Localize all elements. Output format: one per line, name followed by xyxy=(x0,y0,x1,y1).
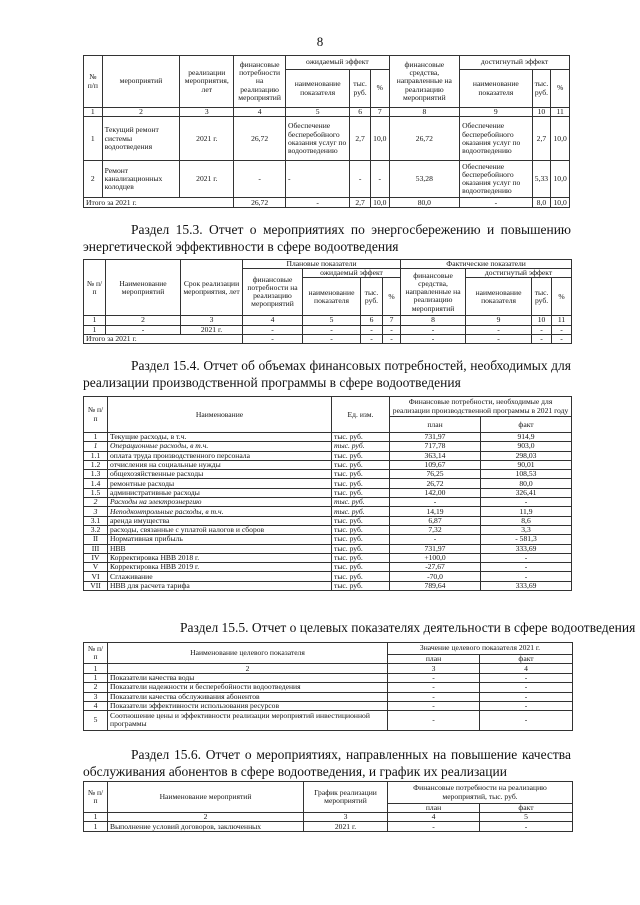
cell-number: 3 xyxy=(84,507,108,516)
section-15-6-heading-line2: обслуживания абонентов в сфере водоотведения, и график их реализации xyxy=(83,764,507,779)
num-cell: 2 xyxy=(106,316,181,325)
cell-name: Соотношение цены и эффективности реализации мероприятий инвестиционной программы xyxy=(108,710,388,730)
table-financial-needs xyxy=(83,396,572,591)
col-exp-name: наименование показателя xyxy=(303,278,361,316)
cell-ach-name: Обеспечение бесперебойного оказания услуг по водоотведению xyxy=(460,117,533,161)
num-cell: 9 xyxy=(466,316,532,325)
cell-unit: тыс. руб. xyxy=(332,433,390,442)
cell-number: 3 xyxy=(84,692,108,701)
cell-plan: 142,00 xyxy=(390,488,481,497)
cell-name: Нормативная прибыль xyxy=(108,535,332,544)
cell-plan: 717,78 xyxy=(390,442,481,451)
cell-plan: 731,97 xyxy=(390,544,481,553)
cell: - xyxy=(466,334,532,343)
cell-ths: - xyxy=(350,161,371,198)
col-term: Срок реализации мероприятия, лет xyxy=(181,260,243,316)
col-plan: план xyxy=(388,655,480,664)
table-number-row xyxy=(84,664,573,674)
total-ths: 2,7 xyxy=(350,198,371,208)
cell-name: отчисления на социальные нужды xyxy=(108,460,332,469)
cell-plan: - xyxy=(388,822,480,832)
table-row xyxy=(84,325,572,334)
cell-funds: 53,28 xyxy=(389,161,459,198)
cell-unit: тыс. руб. xyxy=(332,544,390,553)
cell: - xyxy=(303,334,361,343)
col-ach-name: наименование показателя xyxy=(466,278,532,316)
col-exp-name: наименование показателя xyxy=(286,70,350,108)
cell-fact: - xyxy=(480,683,573,692)
cell-fact: - xyxy=(480,692,573,701)
table-row xyxy=(84,553,572,562)
col-plan-group: Плановые показатели xyxy=(243,260,401,269)
col-name: Наименование мероприятий xyxy=(108,782,304,813)
table-measures-water-disposal xyxy=(83,55,570,208)
cell-unit: тыс. руб. xyxy=(332,451,390,460)
col-ach-ths: тыс. руб. xyxy=(532,278,552,316)
table-row xyxy=(84,442,572,451)
cell-fact: 298,03 xyxy=(481,451,572,460)
col-achieved-effect: достигнутый эффект xyxy=(460,56,570,70)
section-15-6-heading-line1: Раздел 15.6. Отчет о мероприятиях, направленных на повышение качества xyxy=(131,747,571,762)
col-ach-ths: тыс. руб. xyxy=(532,70,551,108)
col-fact: факт xyxy=(480,804,573,813)
num-cell: 6 xyxy=(361,316,383,325)
col-name: Наименование xyxy=(108,397,332,433)
cell-plan: 26,72 xyxy=(390,479,481,488)
cell-unit: тыс. руб. xyxy=(332,553,390,562)
col-ach-pct: % xyxy=(551,70,570,108)
cell-fact: 108,53 xyxy=(481,470,572,479)
col-exp-pct: % xyxy=(383,278,401,316)
cell-fact: 3,3 xyxy=(481,525,572,534)
num-cell: 3 xyxy=(304,813,388,822)
table-number-row xyxy=(84,316,572,325)
cell-number: II xyxy=(84,535,108,544)
table-energy-saving xyxy=(83,259,572,344)
cell-fact: 90,01 xyxy=(481,460,572,469)
cell-fact: - xyxy=(480,674,573,683)
table-total-row xyxy=(84,334,572,343)
cell-plan: 731,97 xyxy=(390,433,481,442)
cell-fact: 11,9 xyxy=(481,507,572,516)
cell-number: 1.5 xyxy=(84,488,108,497)
cell-number: 1.3 xyxy=(84,470,108,479)
num-cell: 3 xyxy=(180,108,234,117)
num-cell: 11 xyxy=(552,316,572,325)
col-achieved-effect: достигнутый эффект xyxy=(466,269,572,278)
col-exp-ths: тыс. руб. xyxy=(350,70,371,108)
cell-ach-pct: 10,0 xyxy=(551,161,570,198)
cell-name: Показатели качества обслуживания абонентов xyxy=(108,692,388,701)
table-row xyxy=(84,498,572,507)
col-fact: факт xyxy=(480,655,573,664)
col-number: № п/ п xyxy=(84,260,106,316)
cell-plan: +100,0 xyxy=(390,553,481,562)
cell: - xyxy=(361,325,383,334)
table-service-quality-measures xyxy=(83,781,573,832)
num-cell: 6 xyxy=(350,108,371,117)
table-row xyxy=(84,581,572,590)
cell-number: IV xyxy=(84,553,108,562)
cell-fact: 8,6 xyxy=(481,516,572,525)
cell-name: Текущий ремонт системы водоотведения xyxy=(102,117,180,161)
cell-name: Операционные расходы, в т.ч. xyxy=(108,442,332,451)
cell-plan: 14,19 xyxy=(390,507,481,516)
table-body xyxy=(84,433,572,591)
cell-number: VII xyxy=(84,581,108,590)
cell: - xyxy=(106,325,181,334)
cell: - xyxy=(383,334,401,343)
cell: - xyxy=(243,334,303,343)
cell-fact: - xyxy=(480,822,573,832)
num-cell: 4 xyxy=(388,813,480,822)
section-15-4-heading-line2: реализации производственной программы в сфере водоотведения xyxy=(83,375,461,390)
cell-plan: -27,67 xyxy=(390,563,481,572)
table-row xyxy=(84,701,573,710)
cell-plan: 789,64 xyxy=(390,581,481,590)
table-row xyxy=(84,525,572,534)
total-label: Итого за 2021 г. xyxy=(84,198,234,208)
col-ach-pct: % xyxy=(552,278,572,316)
col-fin: финансовые потребности на реализацию мероприятий xyxy=(243,269,303,316)
cell-fact: 326,41 xyxy=(481,488,572,497)
total-fin: 26,72 xyxy=(234,198,286,208)
cell-name: Ремонт канализационных колодцев xyxy=(102,161,180,198)
col-name: Наименование целевого показателя xyxy=(108,643,388,664)
cell-number: V xyxy=(84,563,108,572)
cell-ach-name: Обеспечение бесперебойного оказания услуг по водоотведению xyxy=(460,161,533,198)
col-fin: Финансовые потребности на реализацию мероприятий, тыс. руб. xyxy=(388,782,573,804)
cell-plan: 7,32 xyxy=(390,525,481,534)
table-row xyxy=(84,544,572,553)
page-number: 8 xyxy=(316,34,324,49)
cell-name: Корректировка НВВ 2018 г. xyxy=(108,553,332,562)
total-ach-pct: 10,0 xyxy=(551,198,570,208)
table-row xyxy=(84,451,572,460)
cell-number: 1.4 xyxy=(84,479,108,488)
col-number: № п/п xyxy=(84,782,108,813)
num-cell: 9 xyxy=(460,108,533,117)
section-15-3-heading-line1: Раздел 15.3. Отчет о мероприятиях по энергосбережению и повышению xyxy=(131,222,571,237)
cell: - xyxy=(361,334,383,343)
col-number: № п/п xyxy=(84,56,103,108)
cell-ths: 2,7 xyxy=(350,117,371,161)
cell: - xyxy=(243,325,303,334)
table-row xyxy=(84,488,572,497)
col-funds: финансовые средства, направленные на реализацию мероприятий xyxy=(401,269,466,316)
cell-unit: тыс. руб. xyxy=(332,572,390,581)
cell-ach-pct: 10,0 xyxy=(551,117,570,161)
cell-number: III xyxy=(84,544,108,553)
cell: - xyxy=(466,325,532,334)
col-name: мероприятий xyxy=(102,56,180,108)
table-row xyxy=(84,572,572,581)
num-cell: 3 xyxy=(181,316,243,325)
cell-number: 1 xyxy=(84,433,108,442)
cell-plan: - xyxy=(388,683,480,692)
num-cell: 4 xyxy=(234,108,286,117)
cell-plan: - xyxy=(388,692,480,701)
total-pct: 10,0 xyxy=(370,198,389,208)
col-plan: план xyxy=(388,804,480,813)
col-expected-effect: ожидаемый эффект xyxy=(303,269,401,278)
cell-plan: - xyxy=(388,674,480,683)
cell-fact: - xyxy=(481,572,572,581)
table-row xyxy=(84,516,572,525)
num-cell: 1 xyxy=(84,108,103,117)
num-cell: 5 xyxy=(480,813,573,822)
cell-pct: - xyxy=(370,161,389,198)
col-year: реализации мероприятия, лет xyxy=(180,56,234,108)
cell-pct: 10,0 xyxy=(370,117,389,161)
col-fact: факт xyxy=(481,417,572,433)
col-exp-ths: тыс. руб. xyxy=(361,278,383,316)
cell: - xyxy=(401,325,466,334)
cell-plan: - xyxy=(388,701,480,710)
cell-unit: тыс. руб. xyxy=(332,470,390,479)
table-row xyxy=(84,470,572,479)
cell-number: 1 xyxy=(84,442,108,451)
table-row xyxy=(84,433,572,442)
table-row xyxy=(84,710,573,730)
cell-name: Показатели надежности и бесперебойности водоотведения xyxy=(108,683,388,692)
cell-fact: 914,9 xyxy=(481,433,572,442)
num-cell: 4 xyxy=(243,316,303,325)
cell-name: административные расходы xyxy=(108,488,332,497)
num-cell: 11 xyxy=(551,108,570,117)
num-cell: 8 xyxy=(401,316,466,325)
cell-name: Корректировка НВВ 2019 г. xyxy=(108,563,332,572)
cell-unit: тыс. руб. xyxy=(332,488,390,497)
cell-unit: тыс. руб. xyxy=(332,535,390,544)
cell-fact: 333,69 xyxy=(481,544,572,553)
cell: 2021 г. xyxy=(181,325,243,334)
num-cell: 8 xyxy=(389,108,459,117)
cell-unit: тыс. руб. xyxy=(332,516,390,525)
num-cell: 4 xyxy=(480,664,573,674)
table-row xyxy=(84,563,572,572)
total-funds: 80,0 xyxy=(389,198,459,208)
cell-number: 1 xyxy=(84,117,103,161)
cell-number: 4 xyxy=(84,701,108,710)
cell-fact: - xyxy=(481,563,572,572)
total-exp-name: - xyxy=(286,198,350,208)
col-exp-pct: % xyxy=(370,70,389,108)
cell-plan: - xyxy=(390,498,481,507)
col-number: № п/п xyxy=(84,643,108,664)
table-row xyxy=(84,117,570,161)
col-name: Наименование мероприятий xyxy=(106,260,181,316)
cell-name: ремонтные расходы xyxy=(108,479,332,488)
cell-unit: тыс. руб. xyxy=(332,479,390,488)
num-cell: 2 xyxy=(108,813,304,822)
cell-exp-name: - xyxy=(286,161,350,198)
col-number: № п/п xyxy=(84,397,108,433)
cell-plan: -70,0 xyxy=(390,572,481,581)
cell: - xyxy=(303,325,361,334)
cell-fact: - xyxy=(480,710,573,730)
cell-number: 2 xyxy=(84,498,108,507)
cell-unit: тыс. руб. xyxy=(332,525,390,534)
num-cell: 7 xyxy=(370,108,389,117)
col-fin: финансовые потребности на реализацию мероприятий xyxy=(234,56,286,108)
cell: - xyxy=(532,325,552,334)
cell-exp-name: Обеспечение бесперебойного оказания услуг по водоотведению xyxy=(286,117,350,161)
cell-funds: 26,72 xyxy=(389,117,459,161)
cell: - xyxy=(383,325,401,334)
col-schedule: График реализации мероприятий xyxy=(304,782,388,813)
section-15-5-heading: Раздел 15.5. Отчет о целевых показателях деятельности в сфере водоотведения xyxy=(180,620,636,635)
num-cell: 1 xyxy=(84,664,108,674)
cell-ach-ths: 5,33 xyxy=(532,161,551,198)
section-15-4-heading-line1: Раздел 15.4. Отчет об объемах финансовых потребностей, необходимых для xyxy=(131,358,571,373)
cell-plan: - xyxy=(390,535,481,544)
cell-unit: тыс. руб. xyxy=(332,442,390,451)
cell-number: 2 xyxy=(84,161,103,198)
table-body xyxy=(84,674,573,731)
table-row xyxy=(84,674,573,683)
cell-plan: 6,87 xyxy=(390,516,481,525)
cell-unit: тыс. руб. xyxy=(332,581,390,590)
num-cell: 10 xyxy=(532,316,552,325)
cell-unit: тыс. руб. xyxy=(332,507,390,516)
num-cell: 1 xyxy=(84,316,106,325)
cell-plan: 109,67 xyxy=(390,460,481,469)
num-cell: 5 xyxy=(286,108,350,117)
cell-number: 2 xyxy=(84,683,108,692)
cell-fact: 903,0 xyxy=(481,442,572,451)
num-cell: 1 xyxy=(84,813,108,822)
col-unit: Ед. изм. xyxy=(332,397,390,433)
cell-fact: 333,69 xyxy=(481,581,572,590)
cell-name: НВВ для расчета тарифа xyxy=(108,581,332,590)
col-fin-needs: Финансовые потребности, необходимые для реализации производственной программы в 2021 году xyxy=(390,397,572,417)
cell: 1 xyxy=(84,325,106,334)
cell-number: 1 xyxy=(84,674,108,683)
cell-number: 1 xyxy=(84,822,108,832)
cell-fact: - xyxy=(480,701,573,710)
cell-fin: 26,72 xyxy=(234,117,286,161)
col-expected-effect: ожидаемый эффект xyxy=(286,56,390,70)
cell-schedule: 2021 г. xyxy=(304,822,388,832)
num-cell: 5 xyxy=(303,316,361,325)
num-cell: 7 xyxy=(383,316,401,325)
total-ach-ths: 8,0 xyxy=(532,198,551,208)
cell-number: VI xyxy=(84,572,108,581)
cell-unit: тыс. руб. xyxy=(332,460,390,469)
num-cell: 2 xyxy=(108,664,388,674)
cell-name: оплата труда производственного персонала xyxy=(108,451,332,460)
cell-name: Показатели эффективности использования ресурсов xyxy=(108,701,388,710)
cell-fact: - xyxy=(481,498,572,507)
cell: - xyxy=(401,334,466,343)
col-fact-group: Фактические показатели xyxy=(401,260,572,269)
table-row xyxy=(84,535,572,544)
table-row xyxy=(84,692,573,701)
cell-ach-ths: 2,7 xyxy=(532,117,551,161)
table-row xyxy=(84,460,572,469)
cell-number: 5 xyxy=(84,710,108,730)
cell-number: 3.1 xyxy=(84,516,108,525)
table-total-row xyxy=(84,198,570,208)
cell-unit: тыс. руб. xyxy=(332,563,390,572)
cell-plan: 363,14 xyxy=(390,451,481,460)
total-ach-name: - xyxy=(460,198,533,208)
cell-name: Неподконтрольные расходы, в т.ч. xyxy=(108,507,332,516)
cell-plan: - xyxy=(388,710,480,730)
cell: - xyxy=(532,334,552,343)
cell-unit: тыс. руб. xyxy=(332,498,390,507)
cell: - xyxy=(552,334,572,343)
cell-number: 1.1 xyxy=(84,451,108,460)
num-cell: 3 xyxy=(388,664,480,674)
col-plan: план xyxy=(390,417,481,433)
cell-plan: 76,25 xyxy=(390,470,481,479)
cell-number: 1.2 xyxy=(84,460,108,469)
table-row xyxy=(84,822,573,832)
table-row xyxy=(84,507,572,516)
cell-name: Расходы на электроэнергию xyxy=(108,498,332,507)
col-ach-name: наименование показателя xyxy=(460,70,533,108)
table-row xyxy=(84,161,570,198)
cell-fin: - xyxy=(234,161,286,198)
cell-fact: - xyxy=(481,553,572,562)
cell-name: Сглаживание xyxy=(108,572,332,581)
table-number-row xyxy=(84,108,570,117)
cell-name: расходы, связанные с уплатой налогов и сборов xyxy=(108,525,332,534)
cell-year: 2021 г. xyxy=(180,117,234,161)
cell-name: Текущие расходы, в т.ч. xyxy=(108,433,332,442)
num-cell: 2 xyxy=(102,108,180,117)
cell-name: общехозяйственные расходы xyxy=(108,470,332,479)
table-target-indicators xyxy=(83,642,573,731)
section-15-3-heading-line2: энергетической эффективности в сфере водоотведения xyxy=(83,239,399,254)
cell-name: аренда имущества xyxy=(108,516,332,525)
cell-name: Показатели качества воды xyxy=(108,674,388,683)
num-cell: 10 xyxy=(532,108,551,117)
cell-fact: - 581,3 xyxy=(481,535,572,544)
table-row xyxy=(84,479,572,488)
cell-name: Выполнение условий договоров, заключенных xyxy=(108,822,304,832)
col-value: Значение целевого показателя 2021 г. xyxy=(388,643,573,655)
cell: - xyxy=(552,325,572,334)
col-funds: финансовые средства, направленные на реализацию мероприятий xyxy=(389,56,459,108)
cell-year: 2021 г. xyxy=(180,161,234,198)
cell-number: 3.2 xyxy=(84,525,108,534)
table-number-row xyxy=(84,813,573,822)
cell-fact: 80,0 xyxy=(481,479,572,488)
total-label: Итого за 2021 г. xyxy=(84,334,243,343)
table-row xyxy=(84,683,573,692)
cell-name: НВВ xyxy=(108,544,332,553)
